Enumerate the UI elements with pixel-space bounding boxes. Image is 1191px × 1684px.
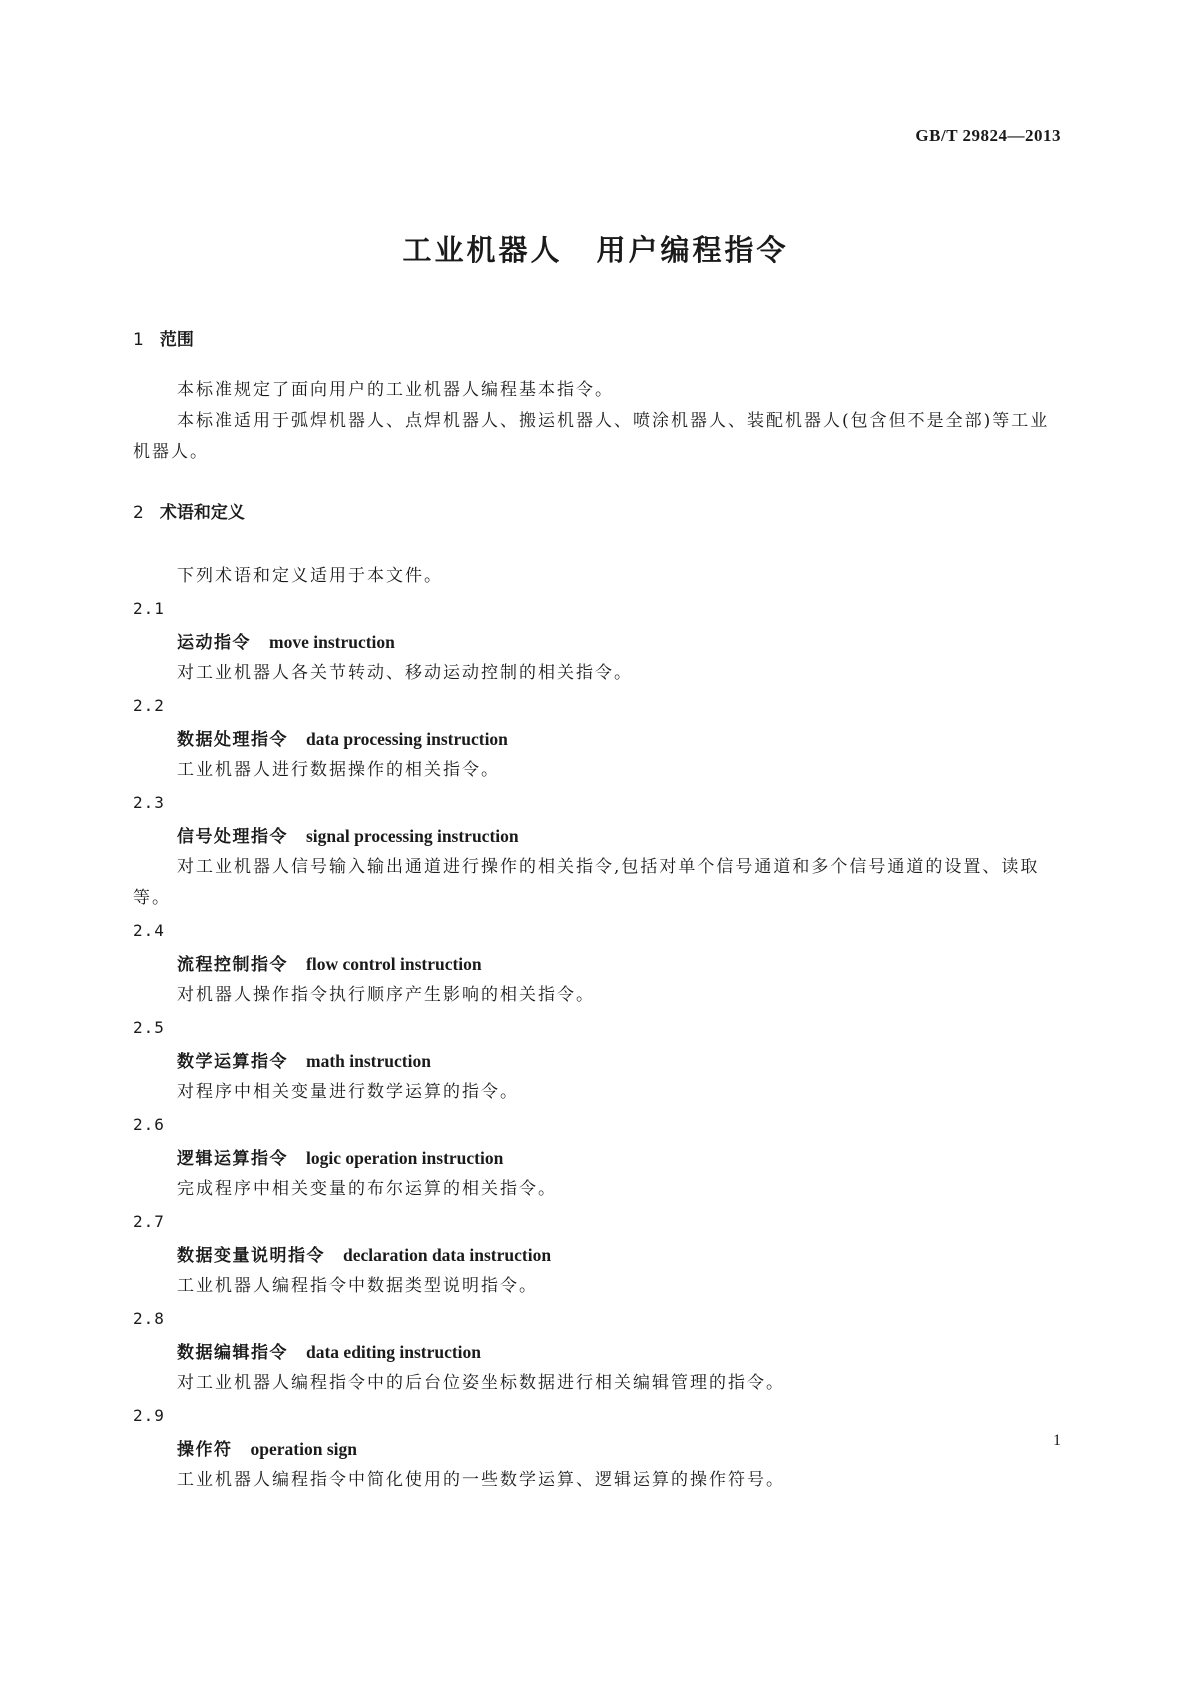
paragraph: 本标准规定了面向用户的工业机器人编程基本指令。 (177, 380, 614, 400)
section-heading (133, 501, 1063, 525)
entry-number: 2.4 (133, 921, 165, 940)
term-chinese: 数学运算指令 (177, 1052, 288, 1072)
term (133, 820, 1063, 852)
title-part2: 用户编程指令 (596, 233, 789, 267)
term-entries (133, 592, 1063, 1496)
term-chinese: 数据编辑指令 (177, 1343, 288, 1363)
term-definition: 对机器人操作指令执行顺序产生影响的相关指令。 (177, 985, 595, 1005)
term-chinese: 流程控制指令 (177, 955, 288, 975)
term-english: move instruction (269, 632, 395, 652)
term (133, 1045, 1063, 1077)
entry-number: 2.8 (133, 1309, 165, 1328)
term (133, 1142, 1063, 1174)
entry-number: 2.1 (133, 599, 165, 618)
term-english: data editing instruction (306, 1342, 482, 1362)
standard-code: GB/T 29824—2013 (915, 126, 1061, 145)
term-definition: 对程序中相关变量进行数学运算的指令。 (177, 1082, 519, 1102)
term-english: flow control instruction (306, 954, 482, 974)
term (133, 1433, 1063, 1465)
term-chinese: 数据处理指令 (177, 730, 288, 750)
term-definition: 对工业机器人信号输入输出通道进行操作的相关指令,包括对单个信号通道和多个信号通道的设置、读取等。 (133, 857, 1040, 908)
section-number: 2 (133, 503, 144, 523)
term-definition: 对工业机器人编程指令中的后台位姿坐标数据进行相关编辑管理的指令。 (177, 1373, 785, 1393)
term (133, 626, 1063, 658)
term-definition: 工业机器人编程指令中简化使用的一些数学运算、逻辑运算的操作符号。 (177, 1470, 785, 1490)
entry-number: 2.9 (133, 1406, 165, 1425)
page-number: 1 (1053, 1432, 1061, 1449)
term-chinese: 信号处理指令 (177, 827, 288, 847)
section-number: 1 (133, 330, 144, 350)
term-definition: 工业机器人进行数据操作的相关指令。 (177, 760, 500, 780)
term (133, 723, 1063, 755)
paragraph: 本标准适用于弧焊机器人、点焊机器人、搬运机器人、喷涂机器人、装配机器人(包含但不是全部)等工业机器人。 (133, 411, 1050, 462)
title-part1: 工业机器人 (402, 233, 563, 267)
document-body (133, 328, 1063, 1496)
paragraph: 下列术语和定义适用于本文件。 (177, 566, 443, 586)
term (133, 948, 1063, 980)
term-english: math instruction (306, 1051, 431, 1071)
section-title: 范围 (159, 330, 194, 350)
term-english: logic operation instruction (306, 1148, 504, 1168)
term-chinese: 运动指令 (177, 633, 251, 653)
term (133, 1336, 1063, 1368)
document-title (0, 228, 1191, 269)
entry-number: 2.6 (133, 1115, 165, 1134)
term (133, 1239, 1063, 1271)
term-definition: 工业机器人编程指令中数据类型说明指令。 (177, 1276, 538, 1296)
section-title: 术语和定义 (159, 503, 245, 523)
term-english: operation sign (250, 1439, 357, 1459)
term-definition: 对工业机器人各关节转动、移动运动控制的相关指令。 (177, 663, 633, 683)
term-english: data processing instruction (306, 729, 508, 749)
entry-number: 2.7 (133, 1212, 165, 1231)
section-heading (133, 328, 1063, 352)
term-english: signal processing instruction (306, 826, 519, 846)
term-chinese: 操作符 (177, 1440, 233, 1460)
entry-number: 2.2 (133, 696, 165, 715)
term-english: declaration data instruction (343, 1245, 552, 1265)
entry-number: 2.5 (133, 1018, 165, 1037)
entry-number: 2.3 (133, 793, 165, 812)
term-chinese: 逻辑运算指令 (177, 1149, 288, 1169)
term-definition: 完成程序中相关变量的布尔运算的相关指令。 (177, 1179, 557, 1199)
term-chinese: 数据变量说明指令 (177, 1246, 325, 1266)
